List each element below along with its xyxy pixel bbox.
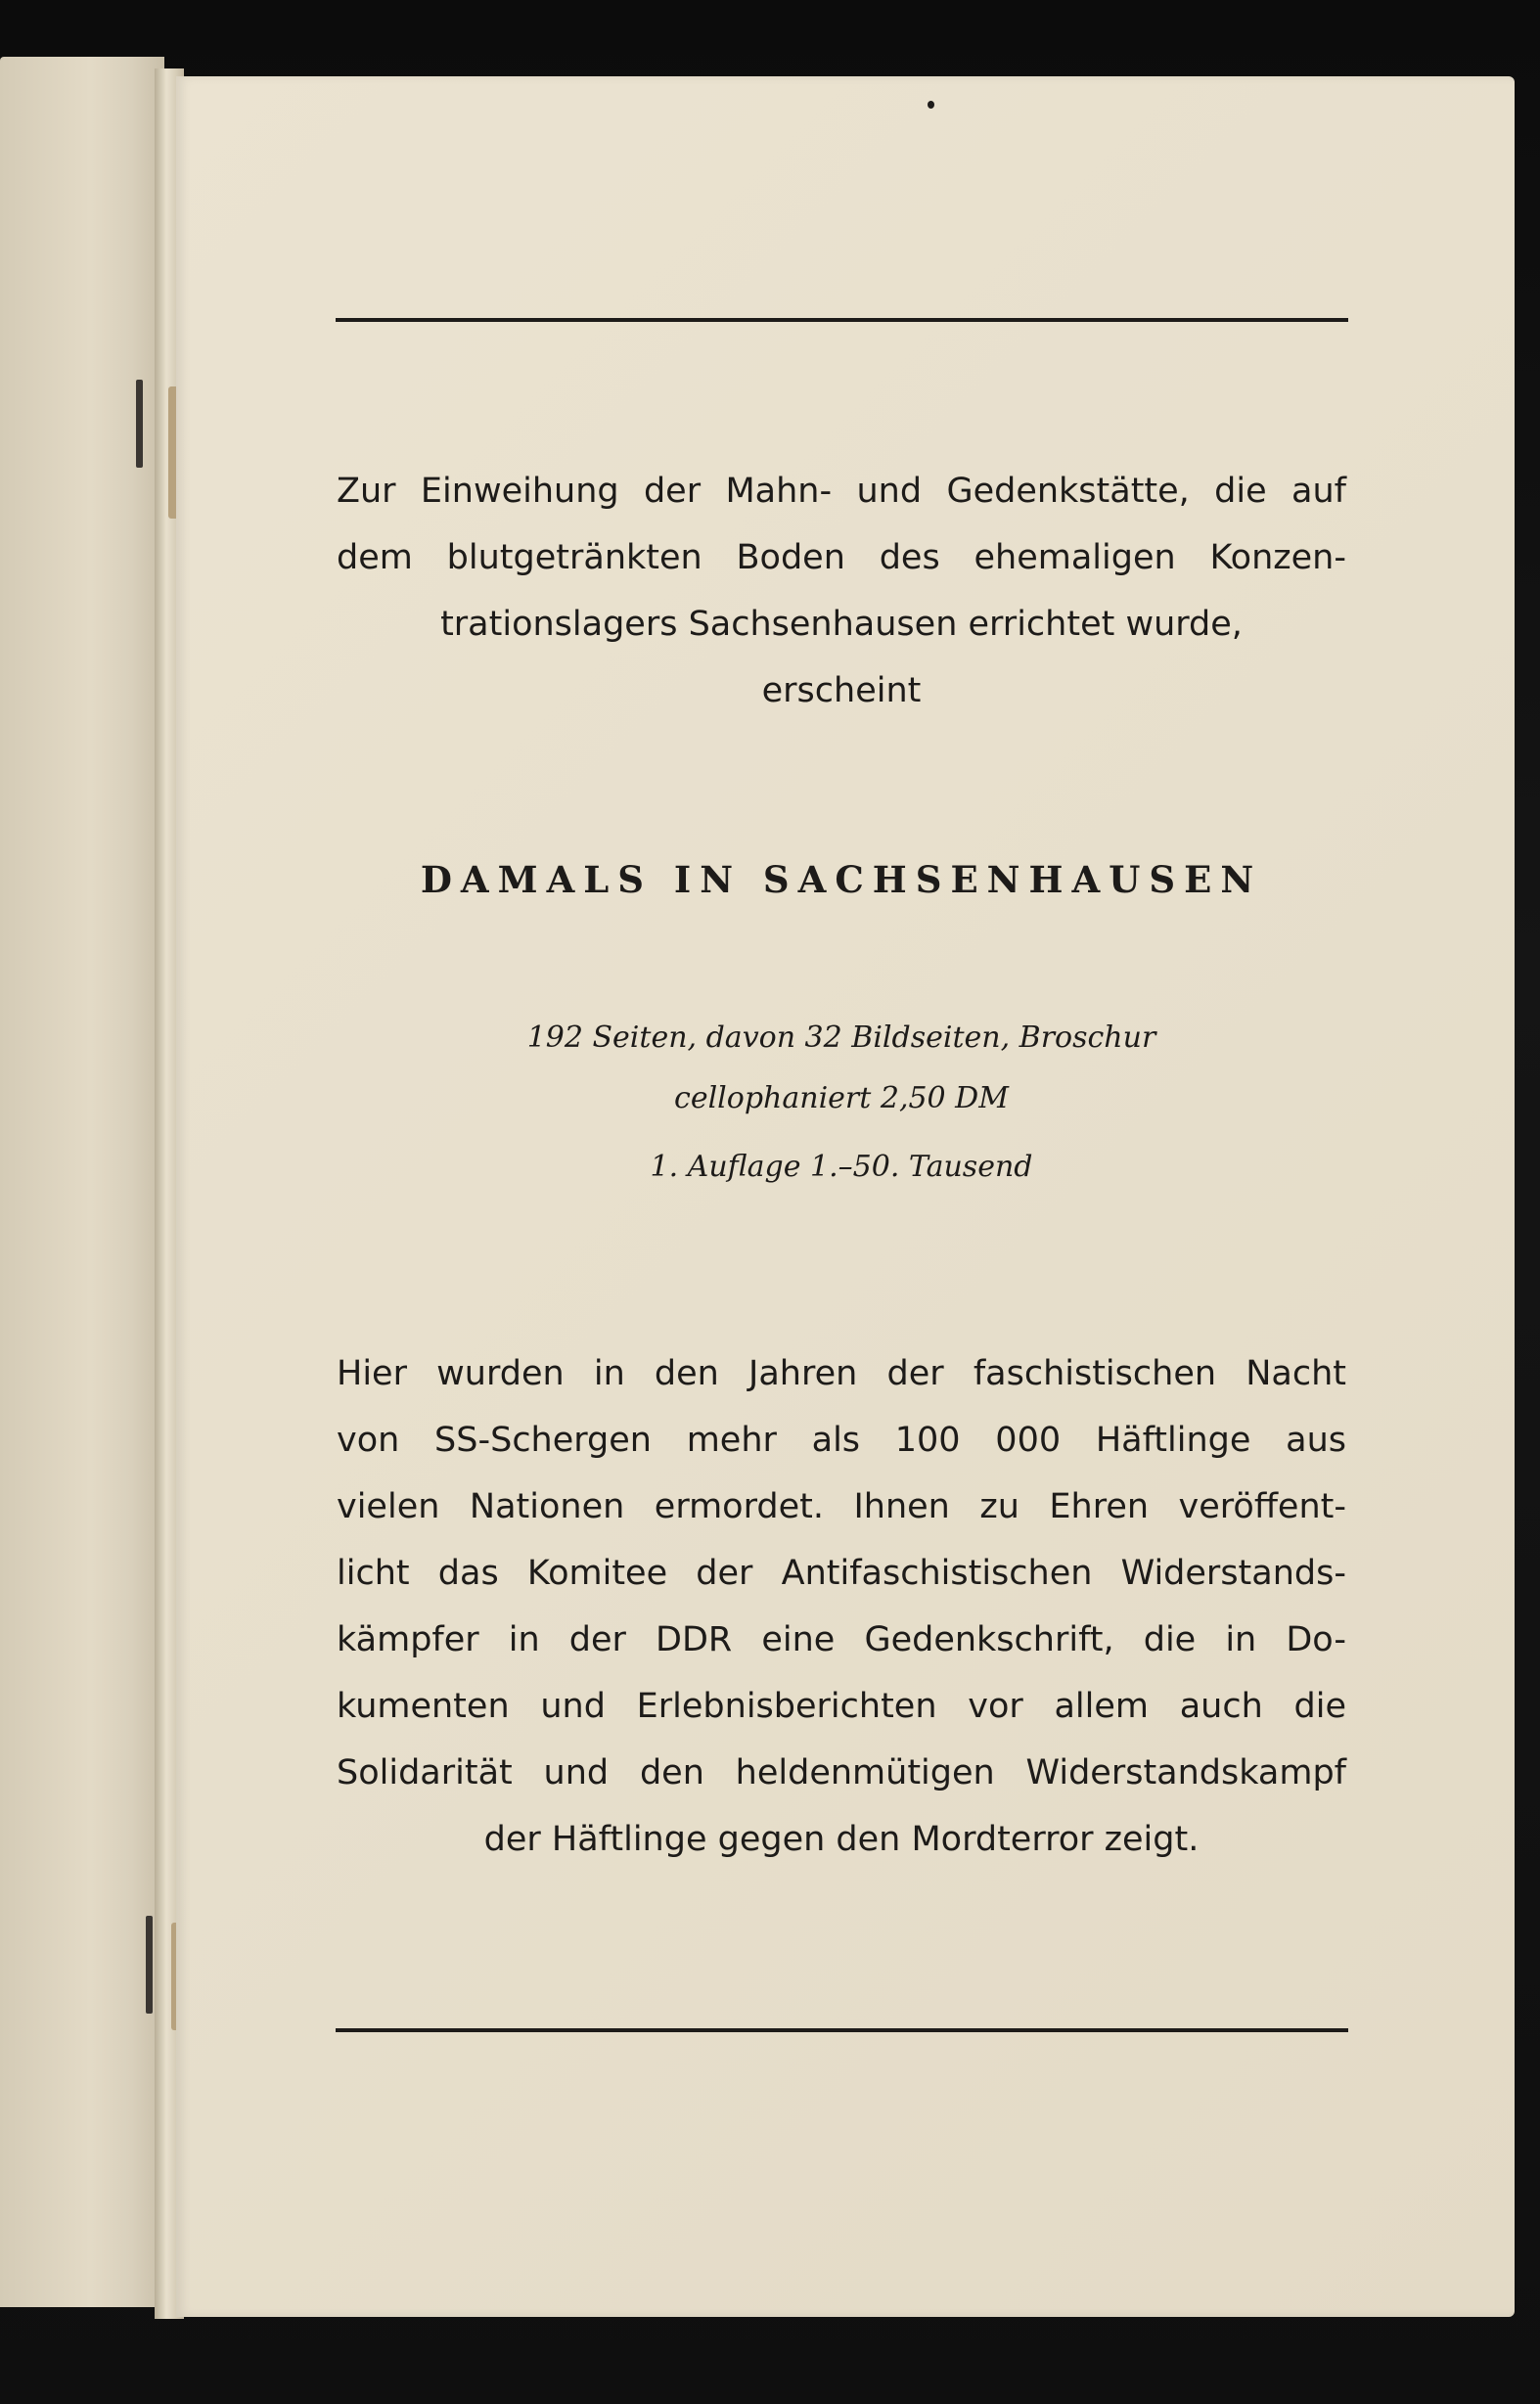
- body-line: kumenten und Erlebnisberichten vor allem auch die: [337, 1687, 1346, 1726]
- publication-details: [337, 1008, 1346, 1198]
- intro-line: Zur Einweihung der Mahn- und Gedenkstätte, die auf: [337, 472, 1346, 511]
- page-speck: [928, 101, 934, 109]
- intro-line: dem blutgetränkten Boden des ehemaligen Konzen-: [337, 538, 1346, 577]
- bottom-rule: [336, 2028, 1348, 2032]
- body-line: Solidarität und den heldenmütigen Widerstandskampf: [337, 1753, 1346, 1792]
- intro-line: erscheint: [761, 671, 922, 710]
- intro-paragraph: [337, 458, 1346, 724]
- body-line: von SS-Schergen mehr als 100 000 Häftlinge aus: [337, 1421, 1346, 1460]
- top-rule: [336, 318, 1348, 322]
- body-line: vielen Nationen ermordet. Ihnen zu Ehren veröffent-: [337, 1487, 1346, 1526]
- details-price: cellophaniert 2,50 DM: [674, 1081, 1009, 1115]
- body-line: Hier wurden in den Jahren der faschistischen Nacht: [337, 1354, 1346, 1393]
- staple-top: [136, 380, 143, 468]
- body-line: der Häftlinge gegen den Mordterror zeigt.: [483, 1820, 1200, 1859]
- details-pages: 192 Seiten, davon 32 Bildseiten, Broschur: [526, 1021, 1156, 1055]
- book-title: DAMALS IN SACHSENHAUSEN: [420, 858, 1263, 901]
- body-paragraph: [337, 1340, 1346, 1873]
- intro-line: trationslagers Sachsenhausen errichtet wurde,: [440, 605, 1243, 644]
- staple-bottom: [146, 1916, 153, 2014]
- body-line: kämpfer in der DDR eine Gedenkschrift, die in Do-: [337, 1620, 1346, 1659]
- details-edition: 1. Auflage 1.–50. Tausend: [650, 1150, 1033, 1184]
- body-line: licht das Komitee der Antifaschistischen Widerstands-: [337, 1554, 1346, 1593]
